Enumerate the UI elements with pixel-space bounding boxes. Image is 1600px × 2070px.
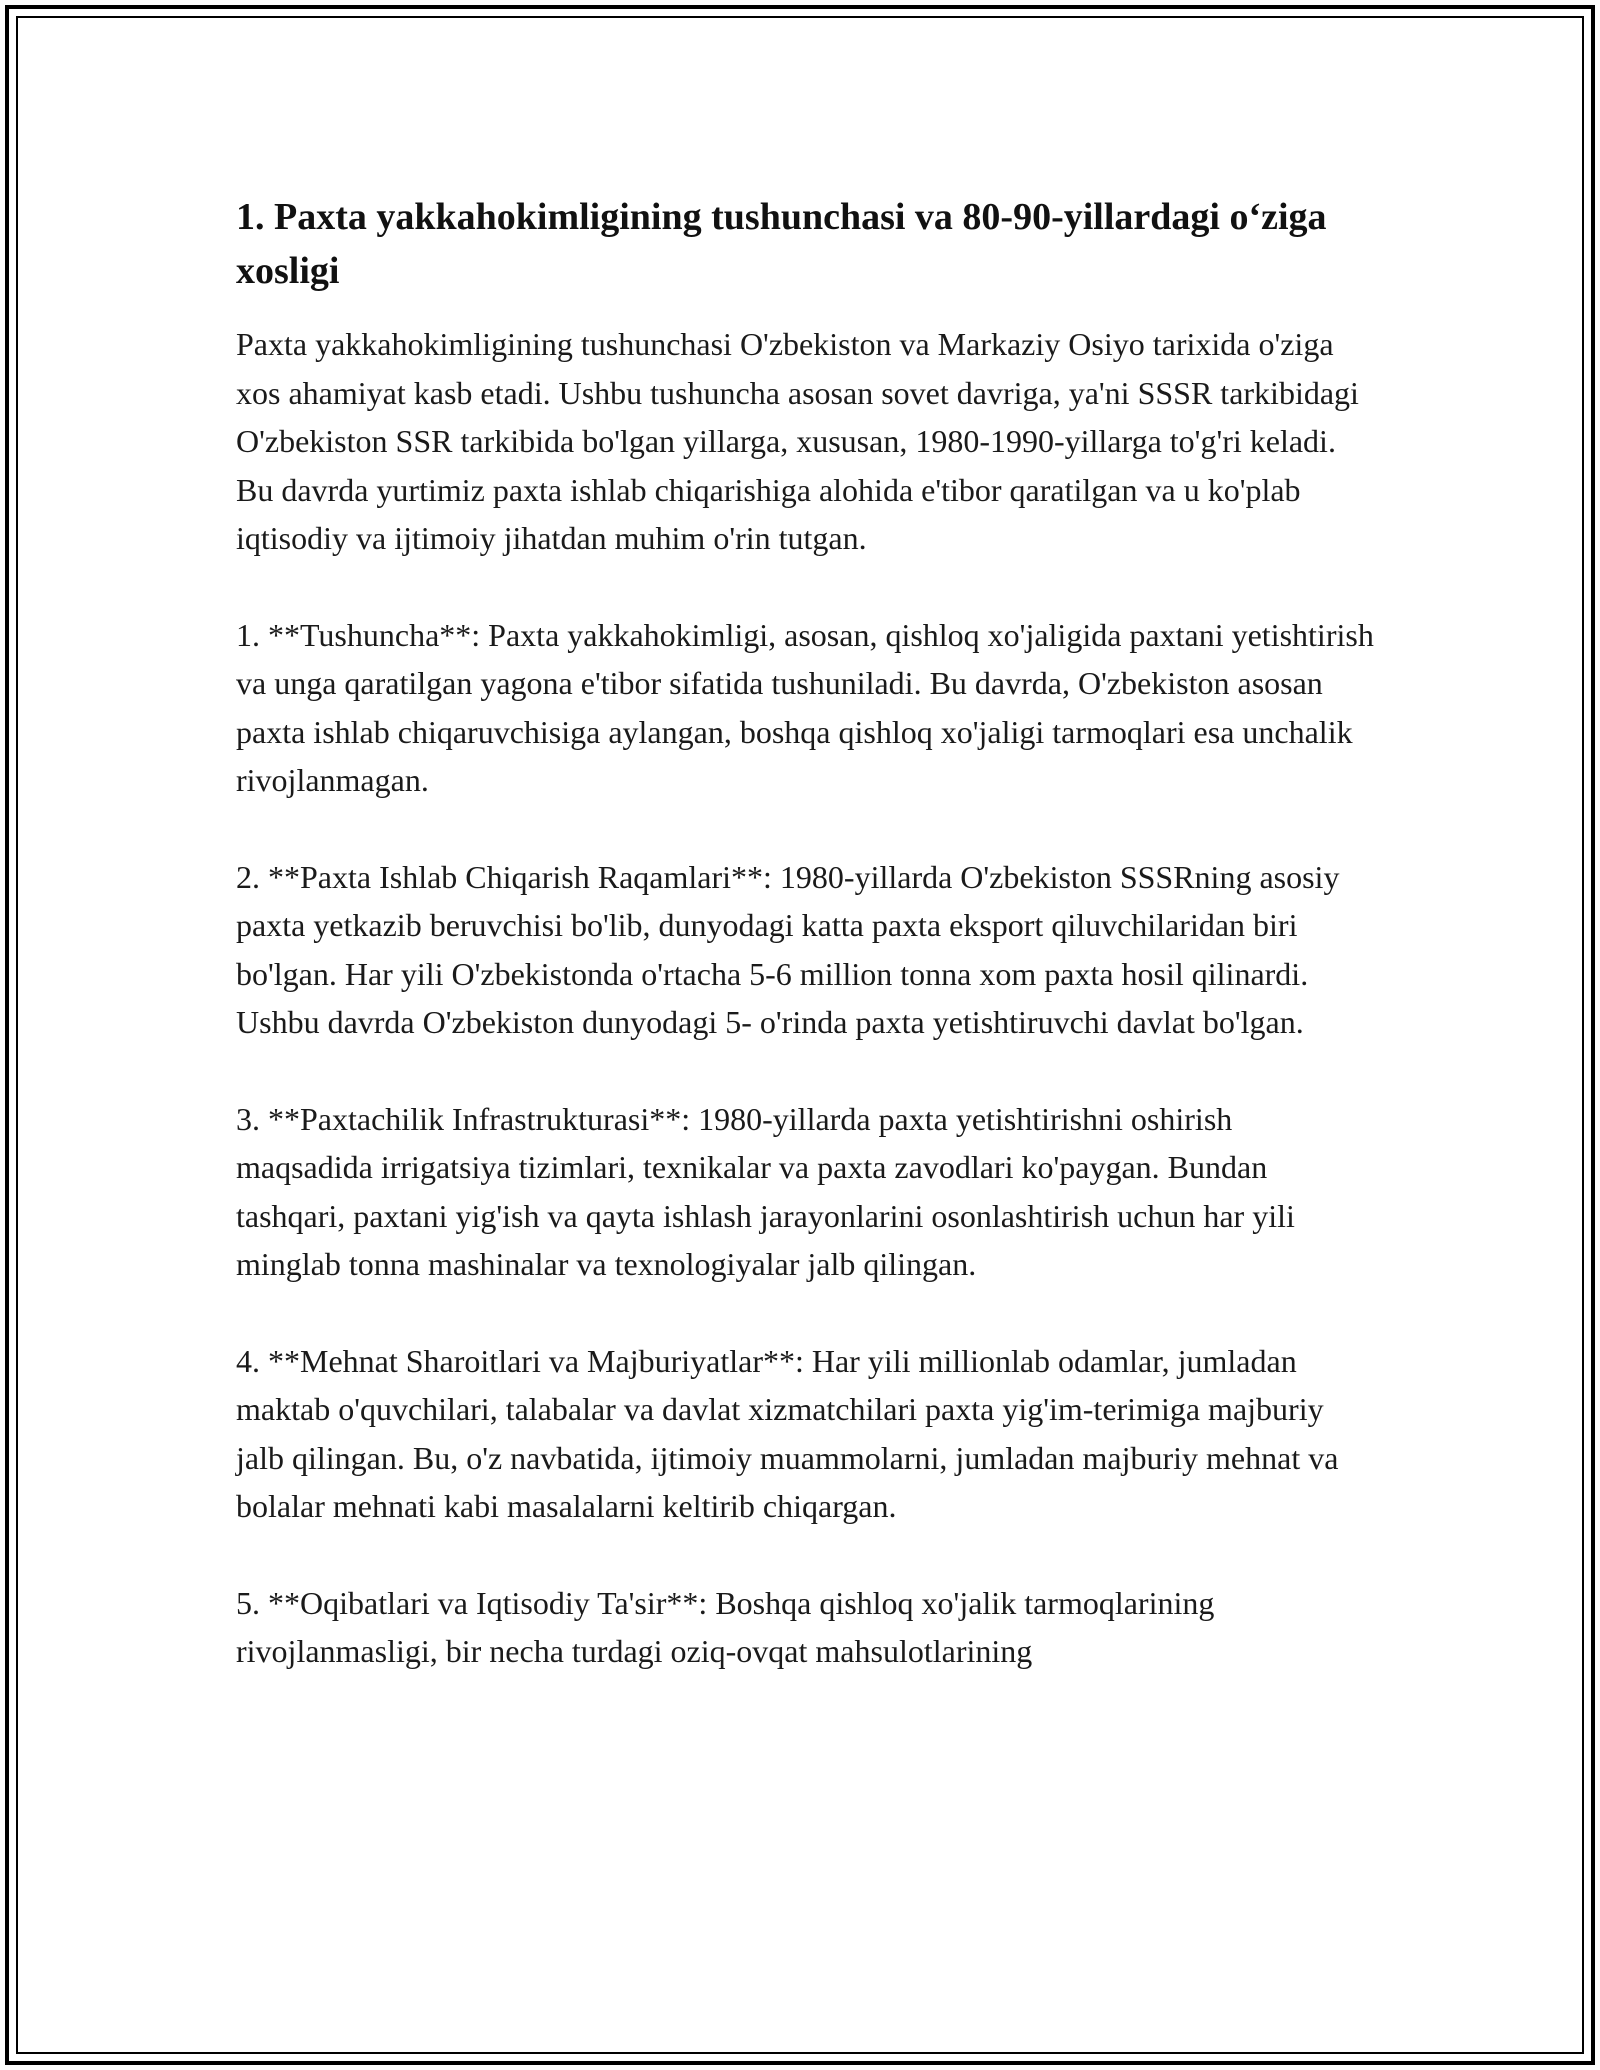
document-body [236, 190, 1376, 1676]
paragraph-tushuncha: 1. **Tushuncha**: Paxta yakkahokimligi, asosan, qishloq xo'jaligida paxtani yetishtirish va unga qaratilgan yagona e'tibor sifatida tushuniladi. Bu davrda, O'zbekiston asosan paxta ishlab chiqaruvchisiga aylangan, boshqa qishloq xo'jaligi tarmoqlari esa unchalik rivojlanmagan. [236, 616, 1374, 798]
section-heading: 1. Paxta yakkahokimligining tushunchasi va 80-90-yillardagi o‘ziga xosligi [236, 196, 1327, 292]
paragraph-ishlab-chiqarish: 2. **Paxta Ishlab Chiqarish Raqamlari**: 1980-yillarda O'zbekiston SSSRning asosiy paxta yetkazib beruvchisi bo'lib, dunyodagi katta paxta eksport qiluvchilaridan biri bo'lgan. Har yili O'zbekistonda o'rtacha 5-6 million tonna xom paxta hosil qilinardi. Ushbu davrda O'zbekiston dunyodagi 5- o'rinda paxta yetishtiruvchi davlat bo'lgan. [236, 858, 1340, 1040]
intro-paragraph: Paxta yakkahokimligining tushunchasi O'zbekiston va Markaziy Osiyo tarixida o'ziga xos ahamiyat kasb etadi. Ushbu tushuncha asosan sovet davriga, ya'ni SSSR tarkibidagi O'zbekiston SSR tarkibida bo'lgan yillarga, xususan, 1980-1990-yillarga to'g'ri keladi. Bu davrda yurtimiz paxta ishlab chiqarishiga alohida e'tibor qaratilgan va u ko'plab iqtisodiy va ijtimoiy jihatdan muhim o'rin tutgan. [236, 326, 1359, 556]
paragraph-oqibatlari: 5. **Oqibatlari va Iqtisodiy Ta'sir**: Boshqa qishloq xo'jalik tarmoqlarining rivojlanmasligi, bir necha turdagi oziq-ovqat mahsulotlarining [236, 1584, 1215, 1669]
paragraph-mehnat-sharoitlari: 4. **Mehnat Sharoitlari va Majburiyatlar**: Har yili millionlab odamlar, jumladan maktab o'quvchilari, talabalar va davlat xizmatchilari paxta yig'im-terimiga majburiy jalb qilingan. Bu, o'z navbatida, ijtimoiy muammolarni, jumladan majburiy mehnat va bolalar mehnati kabi masalalarni keltirib chiqargan. [236, 1342, 1339, 1524]
paragraph-infrastruktura: 3. **Paxtachilik Infrastrukturasi**: 1980-yillarda paxta yetishtirishni oshirish maqsadida irrigatsiya tizimlari, texnikalar va paxta zavodlari ko'paygan. Bundan tashqari, paxtani yig'ish va qayta ishlash jarayonlarini osonlashtirish uchun har yili minglab tonna mashinalar va texnologiyalar jalb qilingan. [236, 1100, 1295, 1282]
